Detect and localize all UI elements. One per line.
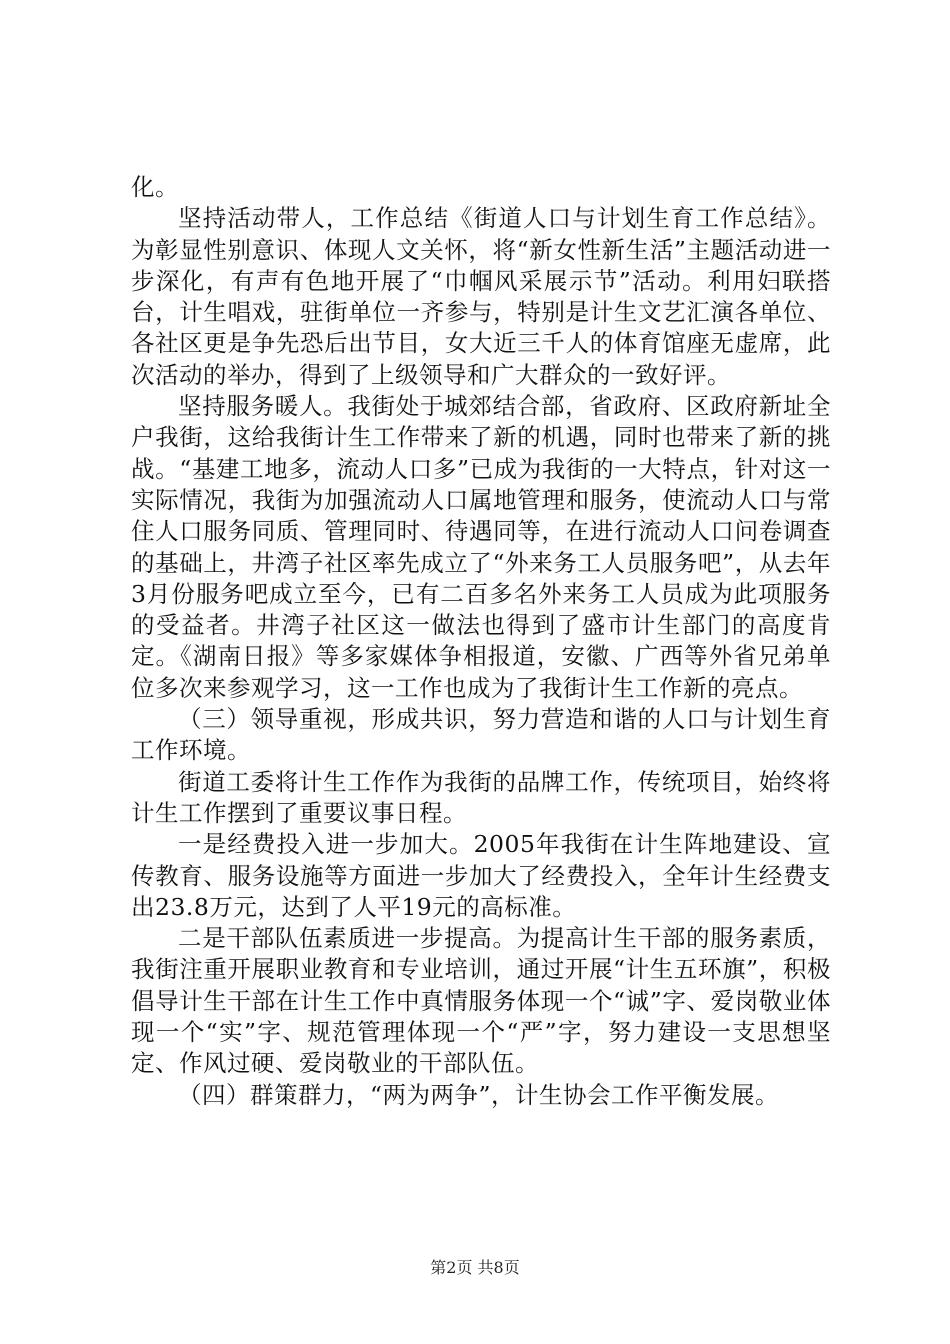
- paragraph-continuation: 化。: [131, 173, 179, 201]
- paragraph-committee: 街道工委将计生工作作为我街的品牌工作，传统项目，始终将计生工作摆到了重要议事日程。: [131, 767, 831, 827]
- paragraph-activities: 坚持活动带人，工作总结《街道人口与计划生育工作总结》。为彰显性别意识、体现人文关怀，将“新女性新生活”主题活动进一步深化，有声有色地开展了“巾帼风采展示节”活动。利用妇联搭台，计生唱戏，驻街单位一齐参与，特别是计生文艺汇演各单位、各社区更是争先恐后出节目，女大近三千人的体育馆座无虚席，此次活动的举办，得到了上级领导和广大群众的一致好评。: [131, 204, 831, 389]
- paragraph-cadres: 二是干部队伍素质进一步提高。为提高计生干部的服务素质，我街注重开展职业教育和专业培训，通过开展“计生五环旗”，积极倡导计生干部在计生工作中真情服务体现一个“诚”字、爱岗敬业体现一个“实”字、规范管理体现一个“严”字，努力建设一支思想坚定、作风过硬、爱岗敬业的干部队伍。: [131, 924, 831, 1078]
- section-heading-4: （四）群策群力，“两为两争”，计生协会工作平衡发展。: [178, 1080, 780, 1109]
- document-body: [131, 172, 831, 1111]
- paragraph-service: 坚持服务暖人。我街处于城郊结合部，省政府、区政府新址全户我街，这给我街计生工作带来了新的机遇，同时也带来了新的挑战。“基建工地多，流动人口多”已成为我街的一大特点，针对这一实际情况，我街为加强流动人口属地管理和服务，使流动人口与常住人口服务同质、管理同时、待遇同等，在进行流动人口问卷调查的基础上，井湾子社区率先成立了“外来务工人员服务吧”，从去年3月份服务吧成立至今，已有二百多名外来务工人员成为此项服务的受益者。井湾子社区这一做法也得到了盛市计生部门的高度肯定。《湖南日报》等多家媒体争相报道，安徽、广西等外省兄弟单位多次来参观学习，这一工作也成为了我街计生工作新的亮点。: [131, 392, 831, 702]
- paragraph-funding: 一是经费投入进一步加大。2005年我街在计生阵地建设、宣传教育、服务设施等方面进一步加大了经费投入，全年计生经费支出23.8万元，达到了人平19元的高标准。: [131, 830, 831, 921]
- page-number-footer: 第2页 共8页: [430, 1258, 520, 1277]
- section-heading-3: （三）领导重视，形成共识，努力营造和谐的人口与计划生育工作环境。: [131, 705, 831, 765]
